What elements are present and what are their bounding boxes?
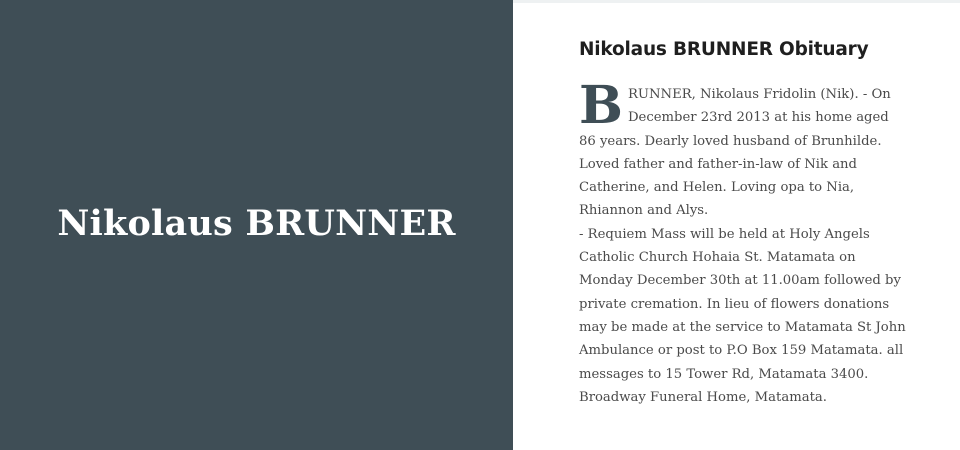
obituary-title: Nikolaus BRUNNER Obituary [579,39,869,60]
obituary-panel [513,0,960,450]
deceased-name-heading: Nikolaus BRUNNER [57,202,456,244]
obituary-paragraph-death-notice: RUNNER, Nikolaus Fridolin (Nik). - On December 23rd 2013 at his home aged 86 years. Dearly loved husband of Brunhilde. Loved father and father-in-law of Nik and Catherine, and Helen. Loving opa to Nia, Rhiannon and Alys. [579,87,891,219]
drop-cap-letter: B [579,75,623,136]
obituary-body [579,75,909,409]
obituary-paragraph-service-details: - Requiem Mass will be held at Holy Angels Catholic Church Hohaia St. Matamata on Monday December 30th at 11.00am followed by private cremation. In lieu of flowers donations may be made at the service to Matamata St John Ambulance or post to P.O Box 159 Matamata. all messages to 15 Tower Rd, Matamata 3400. Broadway Funeral Home, Matamata. [579,226,906,405]
